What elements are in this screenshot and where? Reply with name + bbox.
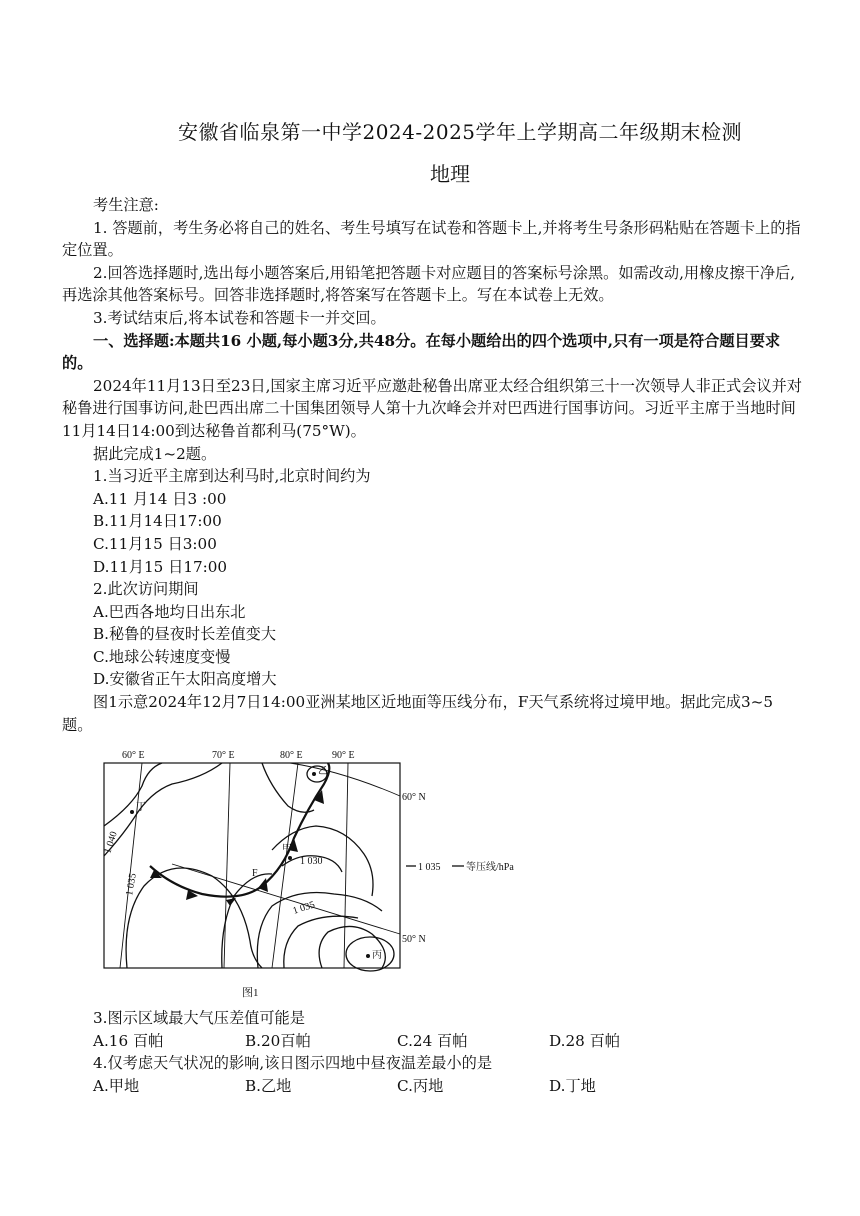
isobar: [272, 826, 373, 896]
question-4-option-b: B.乙地: [245, 1077, 292, 1096]
lat-label-60n: 60° N: [402, 792, 426, 804]
notice-item-1: 1. 答题前，考生务必将自己的姓名、考生号填写在试卷和答题卡上,并将考生号条形码粘贴在答题卡上的指定位置。: [62, 218, 801, 260]
map-frame: [104, 763, 400, 968]
place-label-yi: 乙: [318, 766, 328, 778]
place-ding-dot: [130, 810, 134, 814]
parallel-60n: [290, 763, 400, 796]
question-2-option-d: D.安徽省正午太阳高度增大: [93, 670, 277, 689]
place-bing-dot: [366, 954, 370, 958]
question-1-option-a: A.11 月14 日3 :00: [93, 489, 227, 508]
isobar-label-1035-west: 1 035: [124, 872, 139, 897]
isobar-map: [102, 746, 572, 1001]
passage-1-instruction: 据此完成1~2题。: [93, 444, 217, 463]
exam-subject: 地理: [430, 162, 470, 186]
lon-label-80e: 80° E: [280, 750, 303, 762]
question-3-option-c: C.24 百帕: [397, 1031, 468, 1050]
passage-1: 2024年11月13日至23日,国家主席习近平应邀赴秘鲁出席亚太经合组织第三十一次领导人非正式会议并对秘鲁进行国事访问,赴巴西出席二十国集团领导人第十九次峰会并对巴西进行国事访问。习近平主席于当地时间11月14日14:00到达秘鲁首都利马(75°W)。: [62, 376, 802, 440]
meridian-60e: [120, 763, 142, 968]
exam-title: 安徽省临泉第一中学2024-2025学年上学期高二年级期末检测: [177, 120, 743, 144]
question-4-option-a: A.甲地: [93, 1077, 140, 1096]
isobar-label-1040: 1 040: [102, 830, 120, 856]
isobar-label-1030: 1 030: [300, 856, 323, 868]
place-label-ding: 丁: [136, 802, 146, 814]
isobar-map-figure: [102, 746, 572, 1001]
place-label-bing: 丙: [372, 950, 382, 962]
question-2-option-a: A.巴西各地均日出东北: [93, 602, 246, 621]
question-4-options: [62, 1075, 802, 1098]
lat-label-50n: 50° N: [402, 934, 426, 946]
isobar: [319, 927, 385, 969]
place-label-jia: 甲: [282, 844, 292, 856]
isobar-label-1035-east: 1 035: [291, 899, 317, 918]
notice-heading: 考生注意:: [93, 196, 159, 214]
question-4-stem: 4.仅考虑天气状况的影响,该日图示四地中昼夜温差最小的是: [93, 1054, 493, 1073]
question-1-option-c: C.11月15 日3:00: [93, 534, 217, 553]
question-3-option-a: A.16 百帕: [93, 1031, 164, 1050]
question-1-option-b: B.11月14日17:00: [93, 512, 222, 531]
place-jia-dot: [288, 856, 292, 860]
question-3-option-b: B.20百帕: [245, 1031, 311, 1050]
question-1-option-d: D.11月15 日17:00: [93, 557, 228, 576]
question-3-options: [62, 1030, 802, 1053]
front-label-f: F: [252, 868, 258, 880]
meridian-70e: [224, 763, 230, 968]
question-4-option-d: D.丁地: [549, 1077, 596, 1096]
isobar-1040: [104, 763, 222, 856]
question-2-stem: 2.此次访问期间: [93, 580, 199, 599]
meridian-80e: [272, 763, 298, 968]
section-heading: 一、选择题:本题共16 小题,每小题3分,共48分。在每小题给出的四个选项中,只有一项是符合题目要求的。: [62, 331, 781, 373]
isobar-1035-west: [126, 868, 262, 968]
passage-2: 图1示意2024年12月7日14:00亚洲某地区近地面等压线分布，F天气系统将过境甲地。据此完成3~5题。: [62, 693, 774, 734]
figure-caption: 图1: [242, 987, 259, 1000]
lon-label-90e: 90° E: [332, 750, 355, 762]
question-2-option-b: B.秘鲁的昼夜时长差值变大: [93, 625, 277, 644]
question-3-option-d: D.28 百帕: [549, 1031, 620, 1050]
place-yi-dot: [312, 772, 316, 776]
question-1-stem: 1.当习近平主席到达利马时,北京时间约为: [93, 467, 371, 486]
exam-body: [62, 194, 802, 1098]
notice-item-2: 2.回答选择题时,选出每小题答案后,用铅笔把答题卡对应题目的答案标号涂黑。如需改动,用橡皮擦干净后,再选涂其他答案标号。回答非选择题时,将答案写在答题卡上。写在本试卷上无效。: [62, 263, 796, 305]
lon-label-60e: 60° E: [122, 750, 145, 762]
legend-text: 等压线/hPa: [466, 862, 514, 874]
front-triangle: [258, 878, 268, 892]
question-4-option-c: C.丙地: [397, 1077, 444, 1096]
legend-value: 1 035: [418, 862, 441, 874]
lon-label-70e: 70° E: [212, 750, 235, 762]
meridian-90e: [344, 763, 348, 968]
notice-item-3: 3.考试结束后,将本试卷和答题卡一并交回。: [93, 308, 386, 327]
isobar: [262, 763, 314, 812]
question-2-option-c: C.地球公转速度变慢: [93, 647, 231, 666]
isobar-high-bing: [346, 937, 394, 971]
question-3-stem: 3.图示区域最大气压差值可能是: [93, 1009, 305, 1028]
